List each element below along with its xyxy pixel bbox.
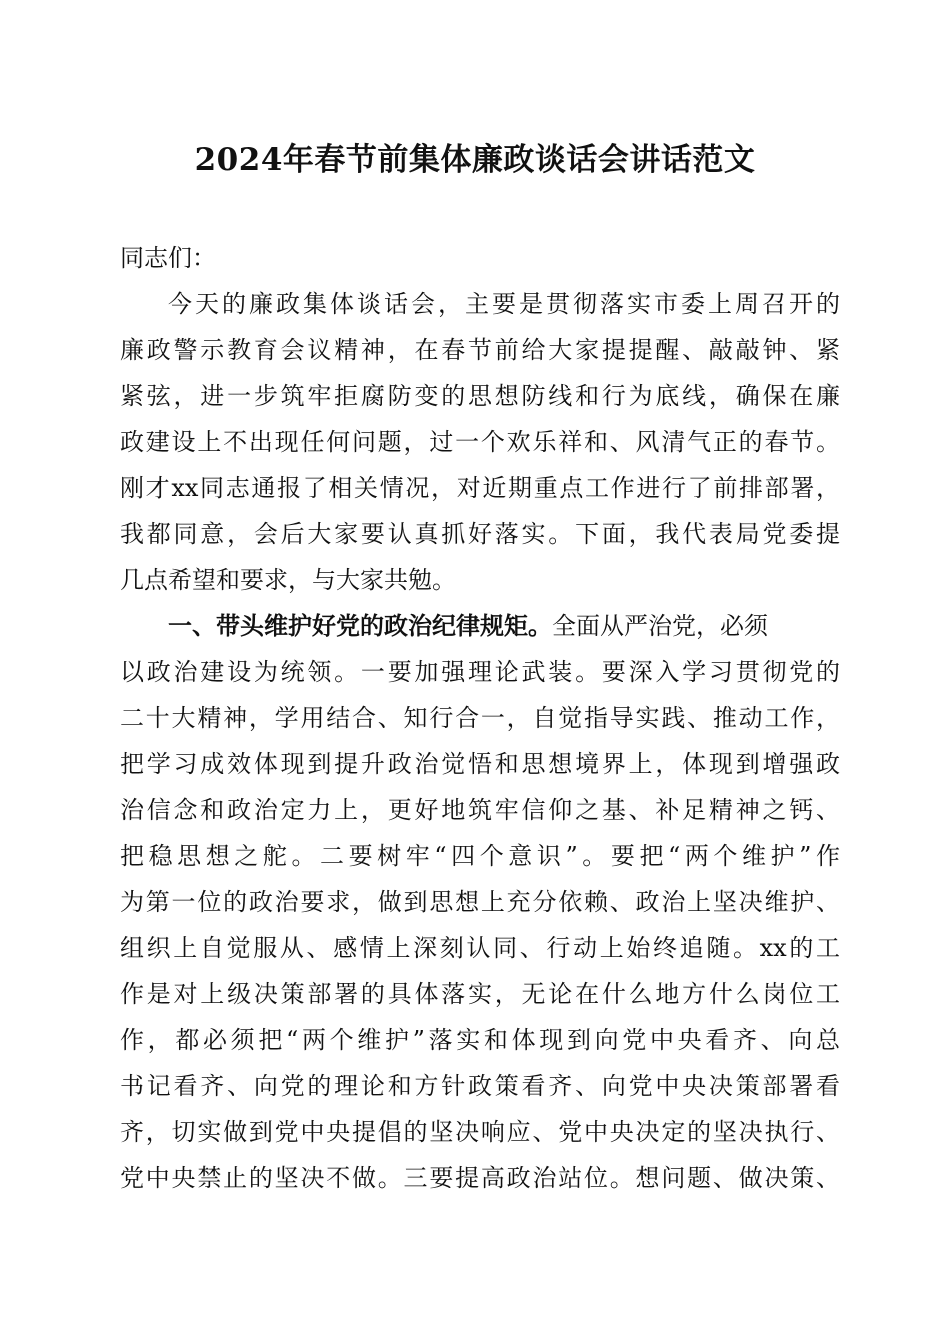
paragraph-line: 刚才xx同志通报了相关情况，对近期重点工作进行了前排部署，: [120, 474, 840, 502]
document-title: 2024年春节前集体廉政谈话会讲话范文: [194, 142, 756, 178]
paragraph-line: 紧弦，进一步筑牢拒腐防变的思想防线和行为底线，确保在廉: [120, 382, 840, 410]
section-heading: 一、带头维护好党的政治纪律规矩。: [168, 611, 552, 640]
paragraph-line: 二十大精神，学用结合、知行合一，自觉指导实践、推动工作，: [120, 704, 840, 732]
paragraph-line: 组织上自觉服从、感情上深刻认同、行动上始终追随。xx的工: [120, 934, 840, 962]
paragraph-line: 廉政警示教育会议精神，在春节前给大家提提醒、敲敲钟、紧: [120, 336, 840, 364]
paragraph-line: 作，都必须把“两个维护”落实和体现到向党中央看齐、向总: [120, 1026, 840, 1054]
paragraph-line: 政建设上不出现任何问题，过一个欢乐祥和、风清气正的春节。: [120, 428, 840, 456]
salutation: 同志们：: [120, 244, 216, 272]
section-first-line: [168, 606, 768, 646]
paragraph-line: 以政治建设为统领。一要加强理论武装。要深入学习贯彻党的: [120, 658, 840, 686]
paragraph-line: 作是对上级决策部署的具体落实，无论在什么地方什么岗位工: [120, 980, 840, 1008]
paragraph-line: 几点希望和要求，与大家共勉。: [120, 566, 456, 594]
paragraph-line: 把稳思想之舵。二要树牢“四个意识”。要把“两个维护”作: [120, 842, 840, 870]
paragraph-line: 治信念和政治定力上，更好地筑牢信仰之基、补足精神之钙、: [120, 796, 840, 824]
paragraph-line: 书记看齐、向党的理论和方针政策看齐、向党中央决策部署看: [120, 1072, 840, 1100]
section-first-line-text: 全面从严治党，必须: [552, 612, 768, 640]
paragraph-line: 把学习成效体现到提升政治觉悟和思想境界上，体现到增强政: [120, 750, 840, 778]
paragraph-line: 齐，切实做到党中央提倡的坚决响应、党中央决定的坚决执行、: [120, 1118, 840, 1146]
paragraph-line: 今天的廉政集体谈话会，主要是贯彻落实市委上周召开的: [168, 290, 840, 318]
paragraph-line: 为第一位的政治要求，做到思想上充分依赖、政治上坚决维护、: [120, 888, 840, 916]
paragraph-line: 党中央禁止的坚决不做。三要提高政治站位。想问题、做决策、: [120, 1164, 840, 1192]
paragraph-line: 我都同意，会后大家要认真抓好落实。下面，我代表局党委提: [120, 520, 840, 548]
